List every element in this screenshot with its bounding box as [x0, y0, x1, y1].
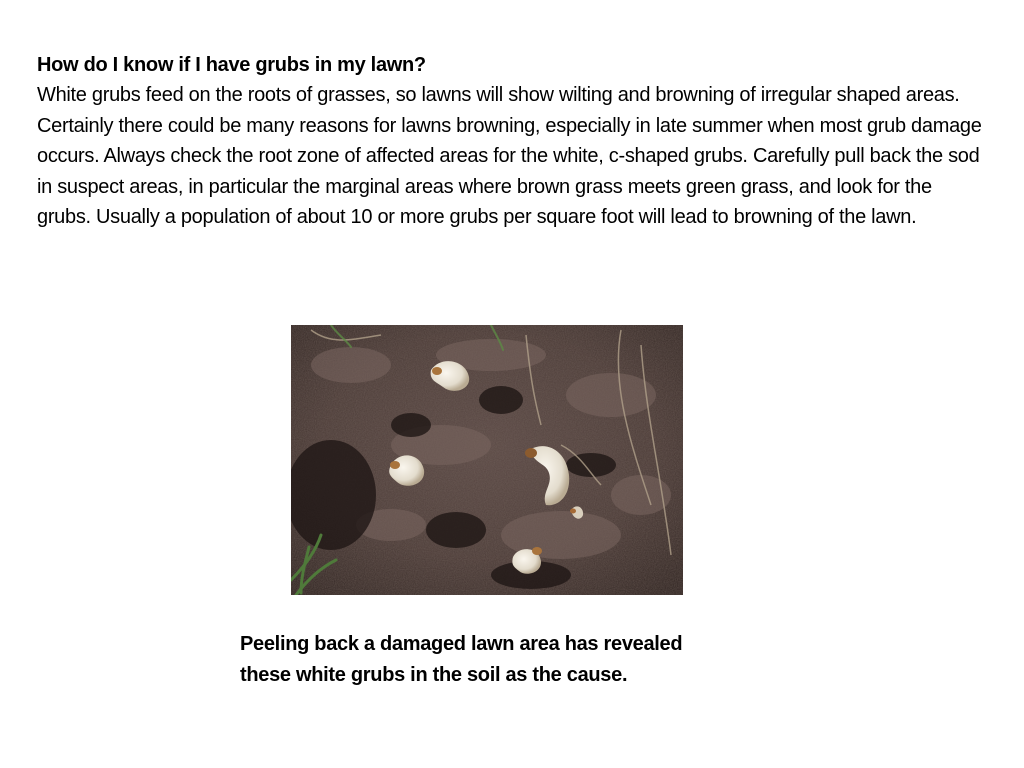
caption-line-2: these white grubs in the soil as the cause. — [240, 663, 628, 686]
page-heading: How do I know if I have grubs in my lawn? — [37, 54, 426, 76]
photo-caption — [240, 629, 800, 690]
grubs-in-soil-photo — [291, 325, 683, 595]
body-paragraph: White grubs feed on the roots of grasses, so lawns will show wilting and browning of irregular shaped areas. Certainly there could be many reasons for lawns browning, especially in late summer when most grub damage occurs. Always check the root zone of affected areas for the white, c-shaped grubs. Carefully pull back the sod in suspect areas, in particular the marginal areas where brown grass meets green grass, and look for the grubs. Usually a population of about 10 or more grubs per square foot will lead to browning of the lawn. — [37, 84, 982, 229]
caption-line-1: Peeling back a damaged lawn area has revealed — [240, 633, 683, 655]
